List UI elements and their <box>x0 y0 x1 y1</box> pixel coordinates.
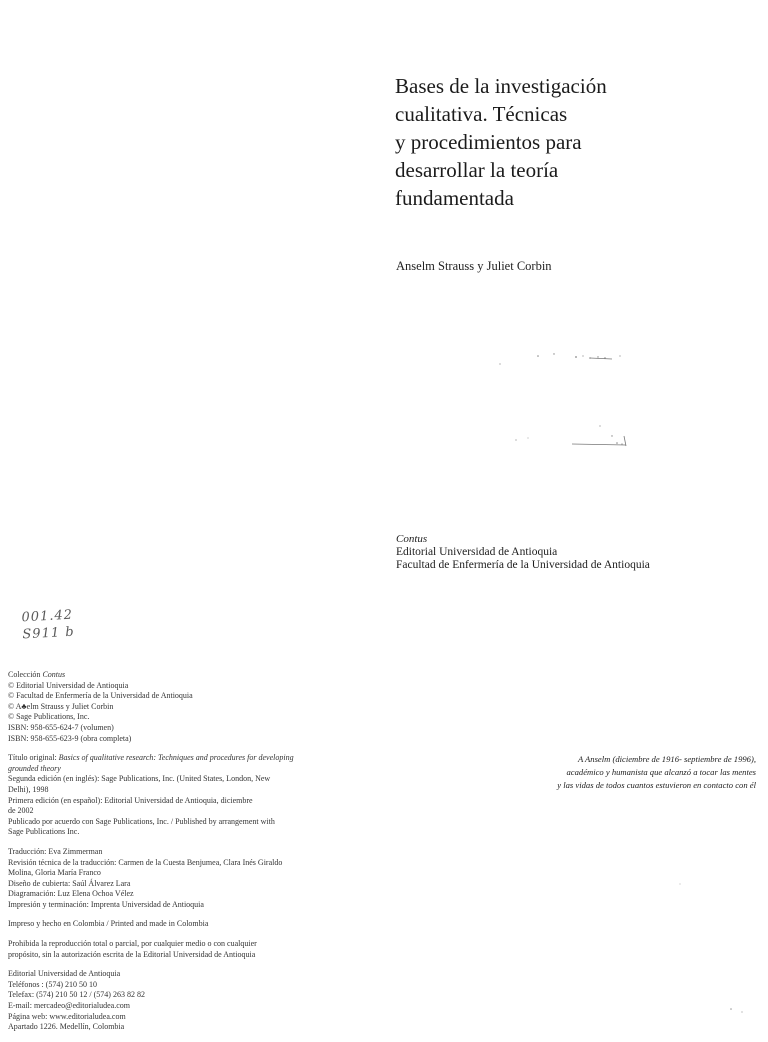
staff-line: Diseño de cubierta: Saúl Álvarez Lara <box>8 878 131 888</box>
title-line: y procedimientos para <box>395 130 582 154</box>
edition-line: Sage Publications Inc. <box>8 827 80 837</box>
original-title-rest: grounded theory <box>8 763 61 773</box>
edition-line: de 2002 <box>8 806 34 816</box>
staff-line: Traducción: Eva Zimmerman <box>8 846 103 856</box>
prohibition-line: propósito, sin la autorización escrita de la Editorial Universidad de Antioquia <box>8 949 256 959</box>
dedication-line: A Anselm (diciembre de 1916- septiembre de 1996), <box>577 754 756 764</box>
contact-block <box>8 969 358 1033</box>
contact-line: E-mail: mercadeo@editorialudea.com <box>8 1001 130 1011</box>
title-line: fundamentada <box>395 186 514 210</box>
copyright-block <box>8 670 358 744</box>
dedication <box>500 753 756 792</box>
original-title-label: Título original: <box>8 753 59 763</box>
contact-line: Editorial Universidad de Antioquia <box>8 969 121 979</box>
staff-line: Revisión técnica de la traducción: Carmen de la Cuesta Benjumea, Clara Inés Giraldo <box>8 857 283 867</box>
isbn-line: ISBN: 958-655-624-7 (volumen) <box>8 722 114 732</box>
edition-line: Primera edición (en español): Editorial Universidad de Antioquia, diciembre <box>8 795 253 805</box>
printed-block <box>8 919 358 930</box>
copyright-line: © Sage Publications, Inc. <box>8 712 90 722</box>
title-line: desarrollar la teoría <box>395 158 559 182</box>
dedication-line: académico y humanista que alcanzó a tocar las mentes <box>566 767 756 777</box>
copyright-line: © A♣elm Strauss y Juliet Corbin <box>8 701 114 711</box>
publisher-block <box>396 533 650 572</box>
edition-line: Publicado por acuerdo con Sage Publications, Inc. / Published by arrangement with <box>8 816 275 826</box>
publisher-line: Facultad de Enfermería de la Universidad de Antioquia <box>396 559 650 571</box>
isbn-line: ISBN: 958-655-623-9 (obra completa) <box>8 733 132 743</box>
prohibition-line: Prohibida la reproducción total o parcial, por cualquier medio o con cualquier <box>8 939 257 949</box>
copyright-credits <box>8 670 358 1042</box>
authors: Anselm Strauss y Juliet Corbin <box>396 259 552 273</box>
scan-artifact-marks <box>480 340 640 460</box>
title-line: cualitativa. Técnicas <box>395 102 568 126</box>
dedication-line: y las vidas de todos cuantos estuvieron en contacto con él <box>557 780 756 790</box>
staff-line: Molina, Gloria María Franco <box>8 868 101 878</box>
call-number-line: S911 b <box>22 624 75 643</box>
copyright-line: © Facultad de Enfermería de la Universidad de Antioquia <box>8 691 193 701</box>
contact-line: Apartado 1226. Medellín, Colombia <box>8 1022 125 1032</box>
edition-line: Segunda edición (en inglés): Sage Publications, Inc. (United States, London, New <box>8 774 271 784</box>
call-number-line: 001.42 <box>21 607 74 626</box>
copyright-line: © Editorial Universidad de Antioquia <box>8 680 129 690</box>
imprint-name: Contus <box>396 533 428 545</box>
printed-line: Impreso y hecho en Colombia / Printed and made in Colombia <box>8 919 209 929</box>
contact-line: Teléfonos : (574) 210 50 10 <box>8 979 97 989</box>
prohibition-block <box>8 939 358 960</box>
staff-line: Impresión y terminación: Imprenta Universidad de Antioquia <box>8 899 204 909</box>
staff-line: Diagramación: Luz Elena Ochoa Vélez <box>8 889 134 899</box>
collection-line <box>8 670 358 681</box>
book-title <box>395 72 735 212</box>
publisher-line: Editorial Universidad de Antioquia <box>396 546 558 558</box>
edition-block <box>8 753 358 838</box>
collection-name: Contus <box>42 670 66 679</box>
edition-line: Delhi), 1998 <box>8 784 49 794</box>
original-title-line <box>8 753 358 764</box>
collection-label: Colección <box>8 670 43 679</box>
staff-block <box>8 847 358 911</box>
contact-line: Página web: www.editorialudea.com <box>8 1011 126 1021</box>
original-title-continued <box>8 764 358 775</box>
contact-line: Telefax: (574) 210 50 12 / (574) 263 82 82 <box>8 990 145 1000</box>
handwritten-call-number <box>21 607 75 644</box>
title-line: Bases de la investigación <box>395 74 607 98</box>
original-title: Basics of qualitative research: Techniques and procedures for developing <box>58 753 294 763</box>
